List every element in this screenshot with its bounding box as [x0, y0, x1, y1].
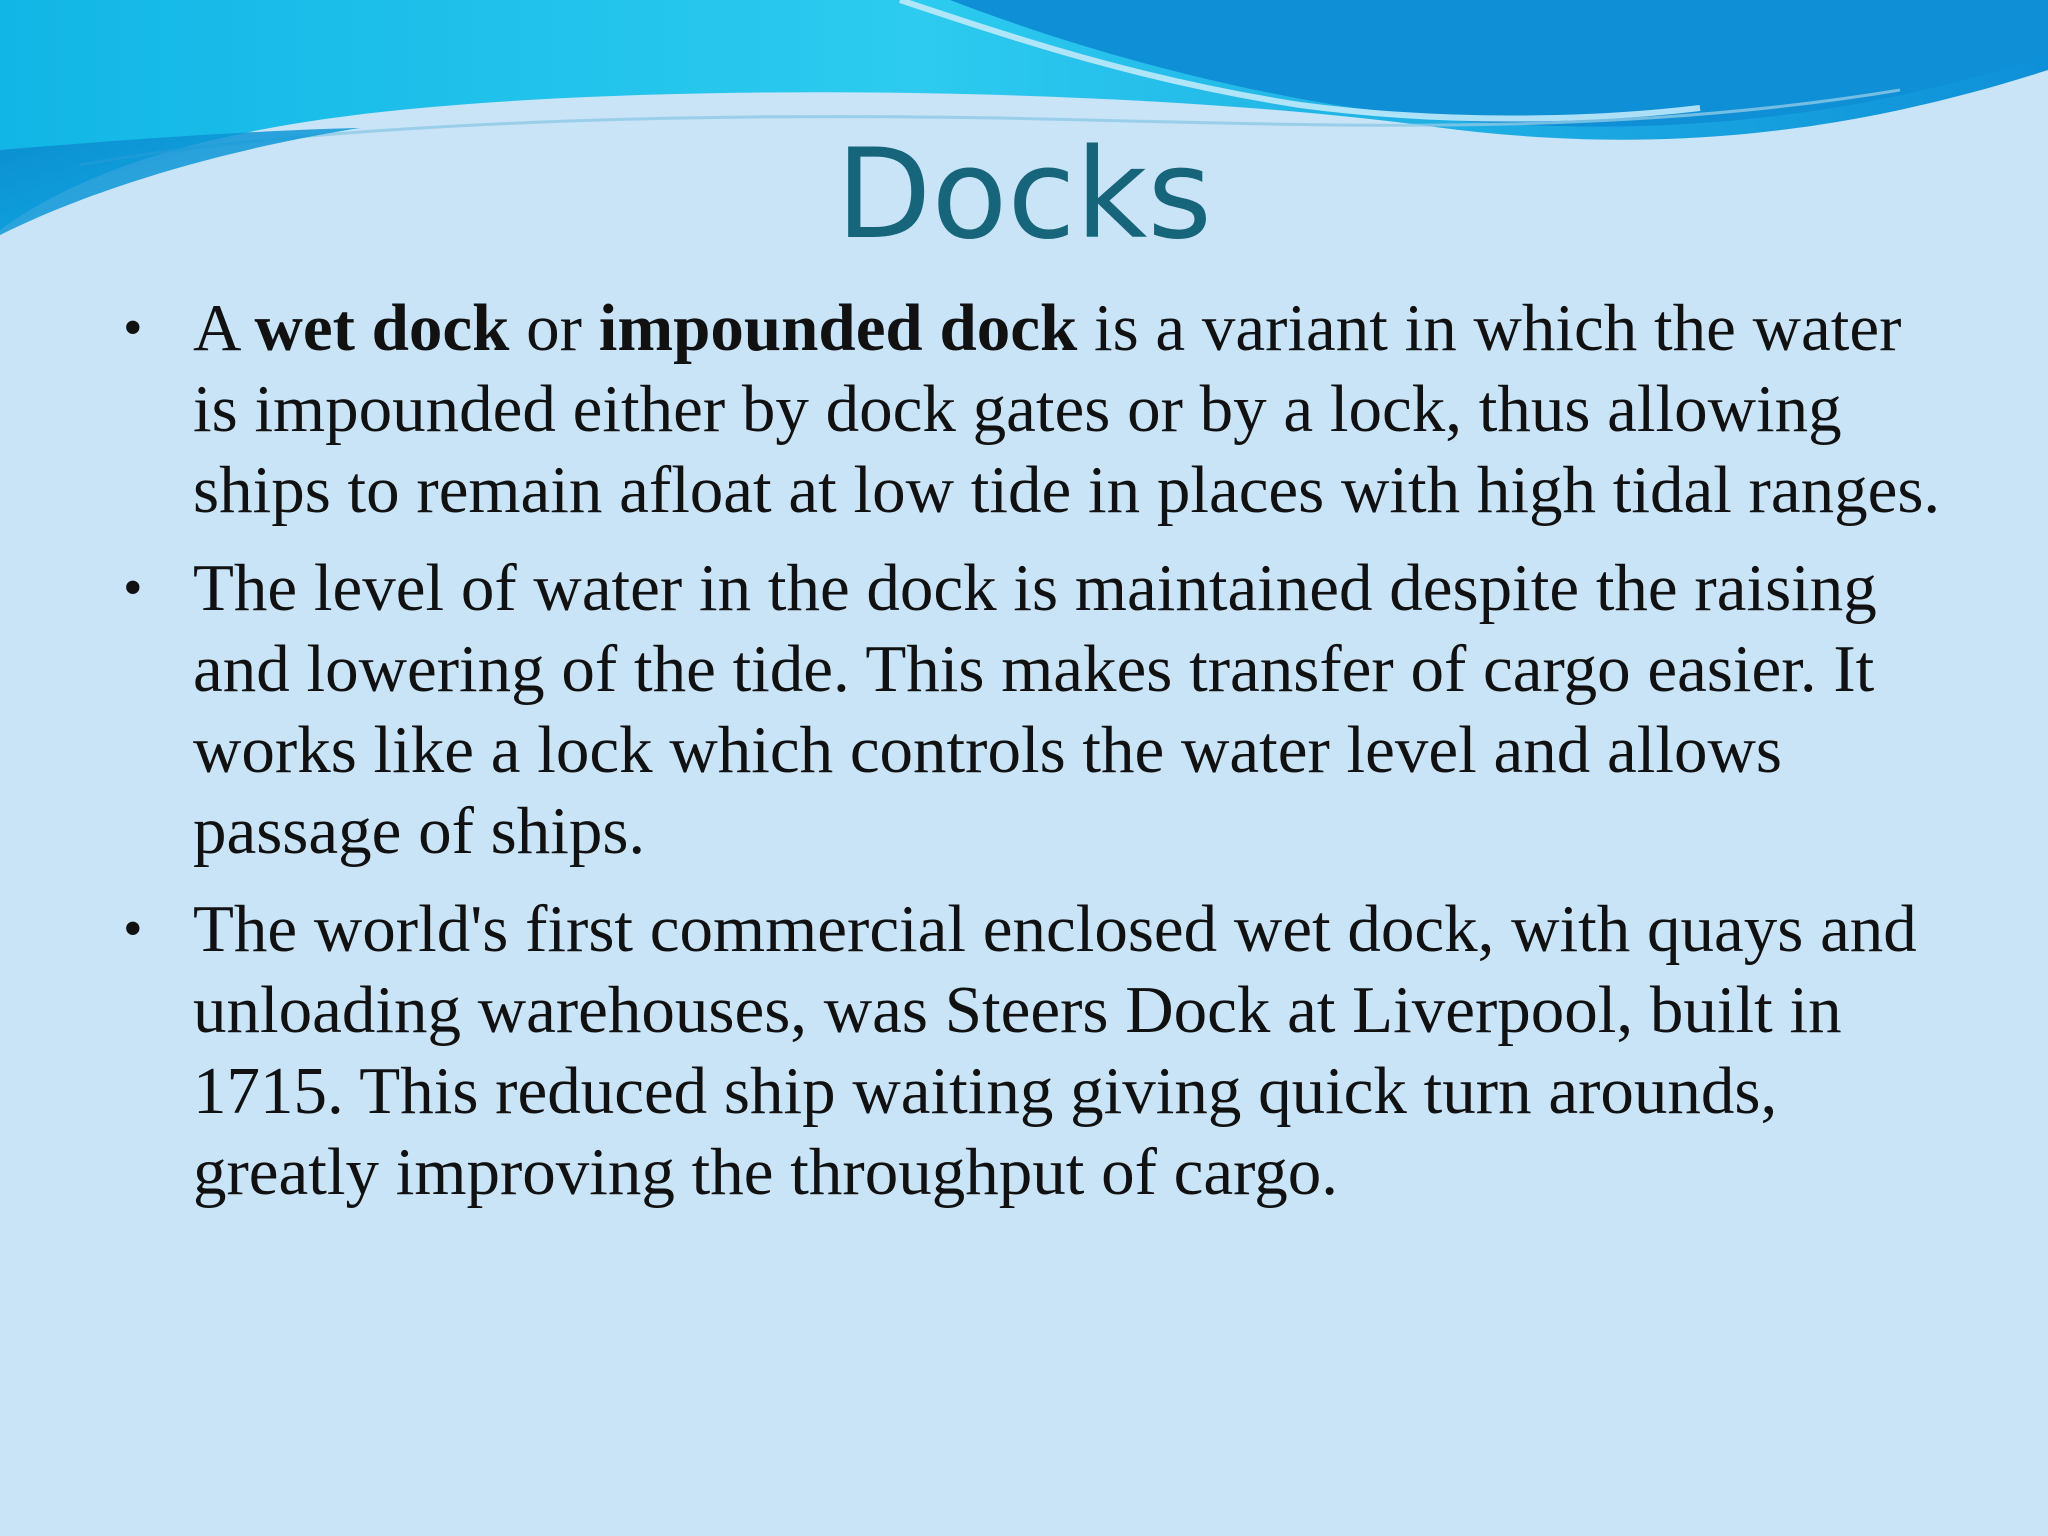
- bullet-item: [0, 889, 1953, 1213]
- bullet-item: [0, 288, 1953, 531]
- text-segment: The level of water in the dock is maintained despite the raising and lowering of the tide. This makes transfer of cargo easier. It works like a lock which controls the water level and allows passage of ships.: [193, 551, 1877, 868]
- bullet-text: [193, 892, 1917, 1209]
- text-segment: The world's first commercial enclosed wet dock, with quays and unloading warehouses, was Steers Dock at Liverpool, built in 1715. This reduced ship waiting giving quick turn arounds, greatly improving the throughput of cargo.: [193, 892, 1917, 1209]
- bullet-marker: •: [123, 297, 143, 359]
- slide-title: Docks: [836, 123, 1212, 267]
- bullet-list: [0, 288, 2048, 1230]
- bold-term: impounded dock: [598, 291, 1078, 365]
- bold-term: wet dock: [254, 291, 510, 365]
- bullet-text: [193, 291, 1940, 527]
- text-segment: A: [193, 291, 255, 365]
- bullet-marker: •: [123, 898, 143, 960]
- text-segment: or: [509, 291, 599, 365]
- bullet-marker: •: [123, 557, 143, 619]
- bullet-text: [193, 551, 1877, 868]
- text-segment: is a variant in which the water is impounded either by dock gates or by a lock, thus allowing ships to remain afloat at low tide in places with high tidal ranges.: [193, 291, 1941, 527]
- bullet-item: [0, 548, 1953, 872]
